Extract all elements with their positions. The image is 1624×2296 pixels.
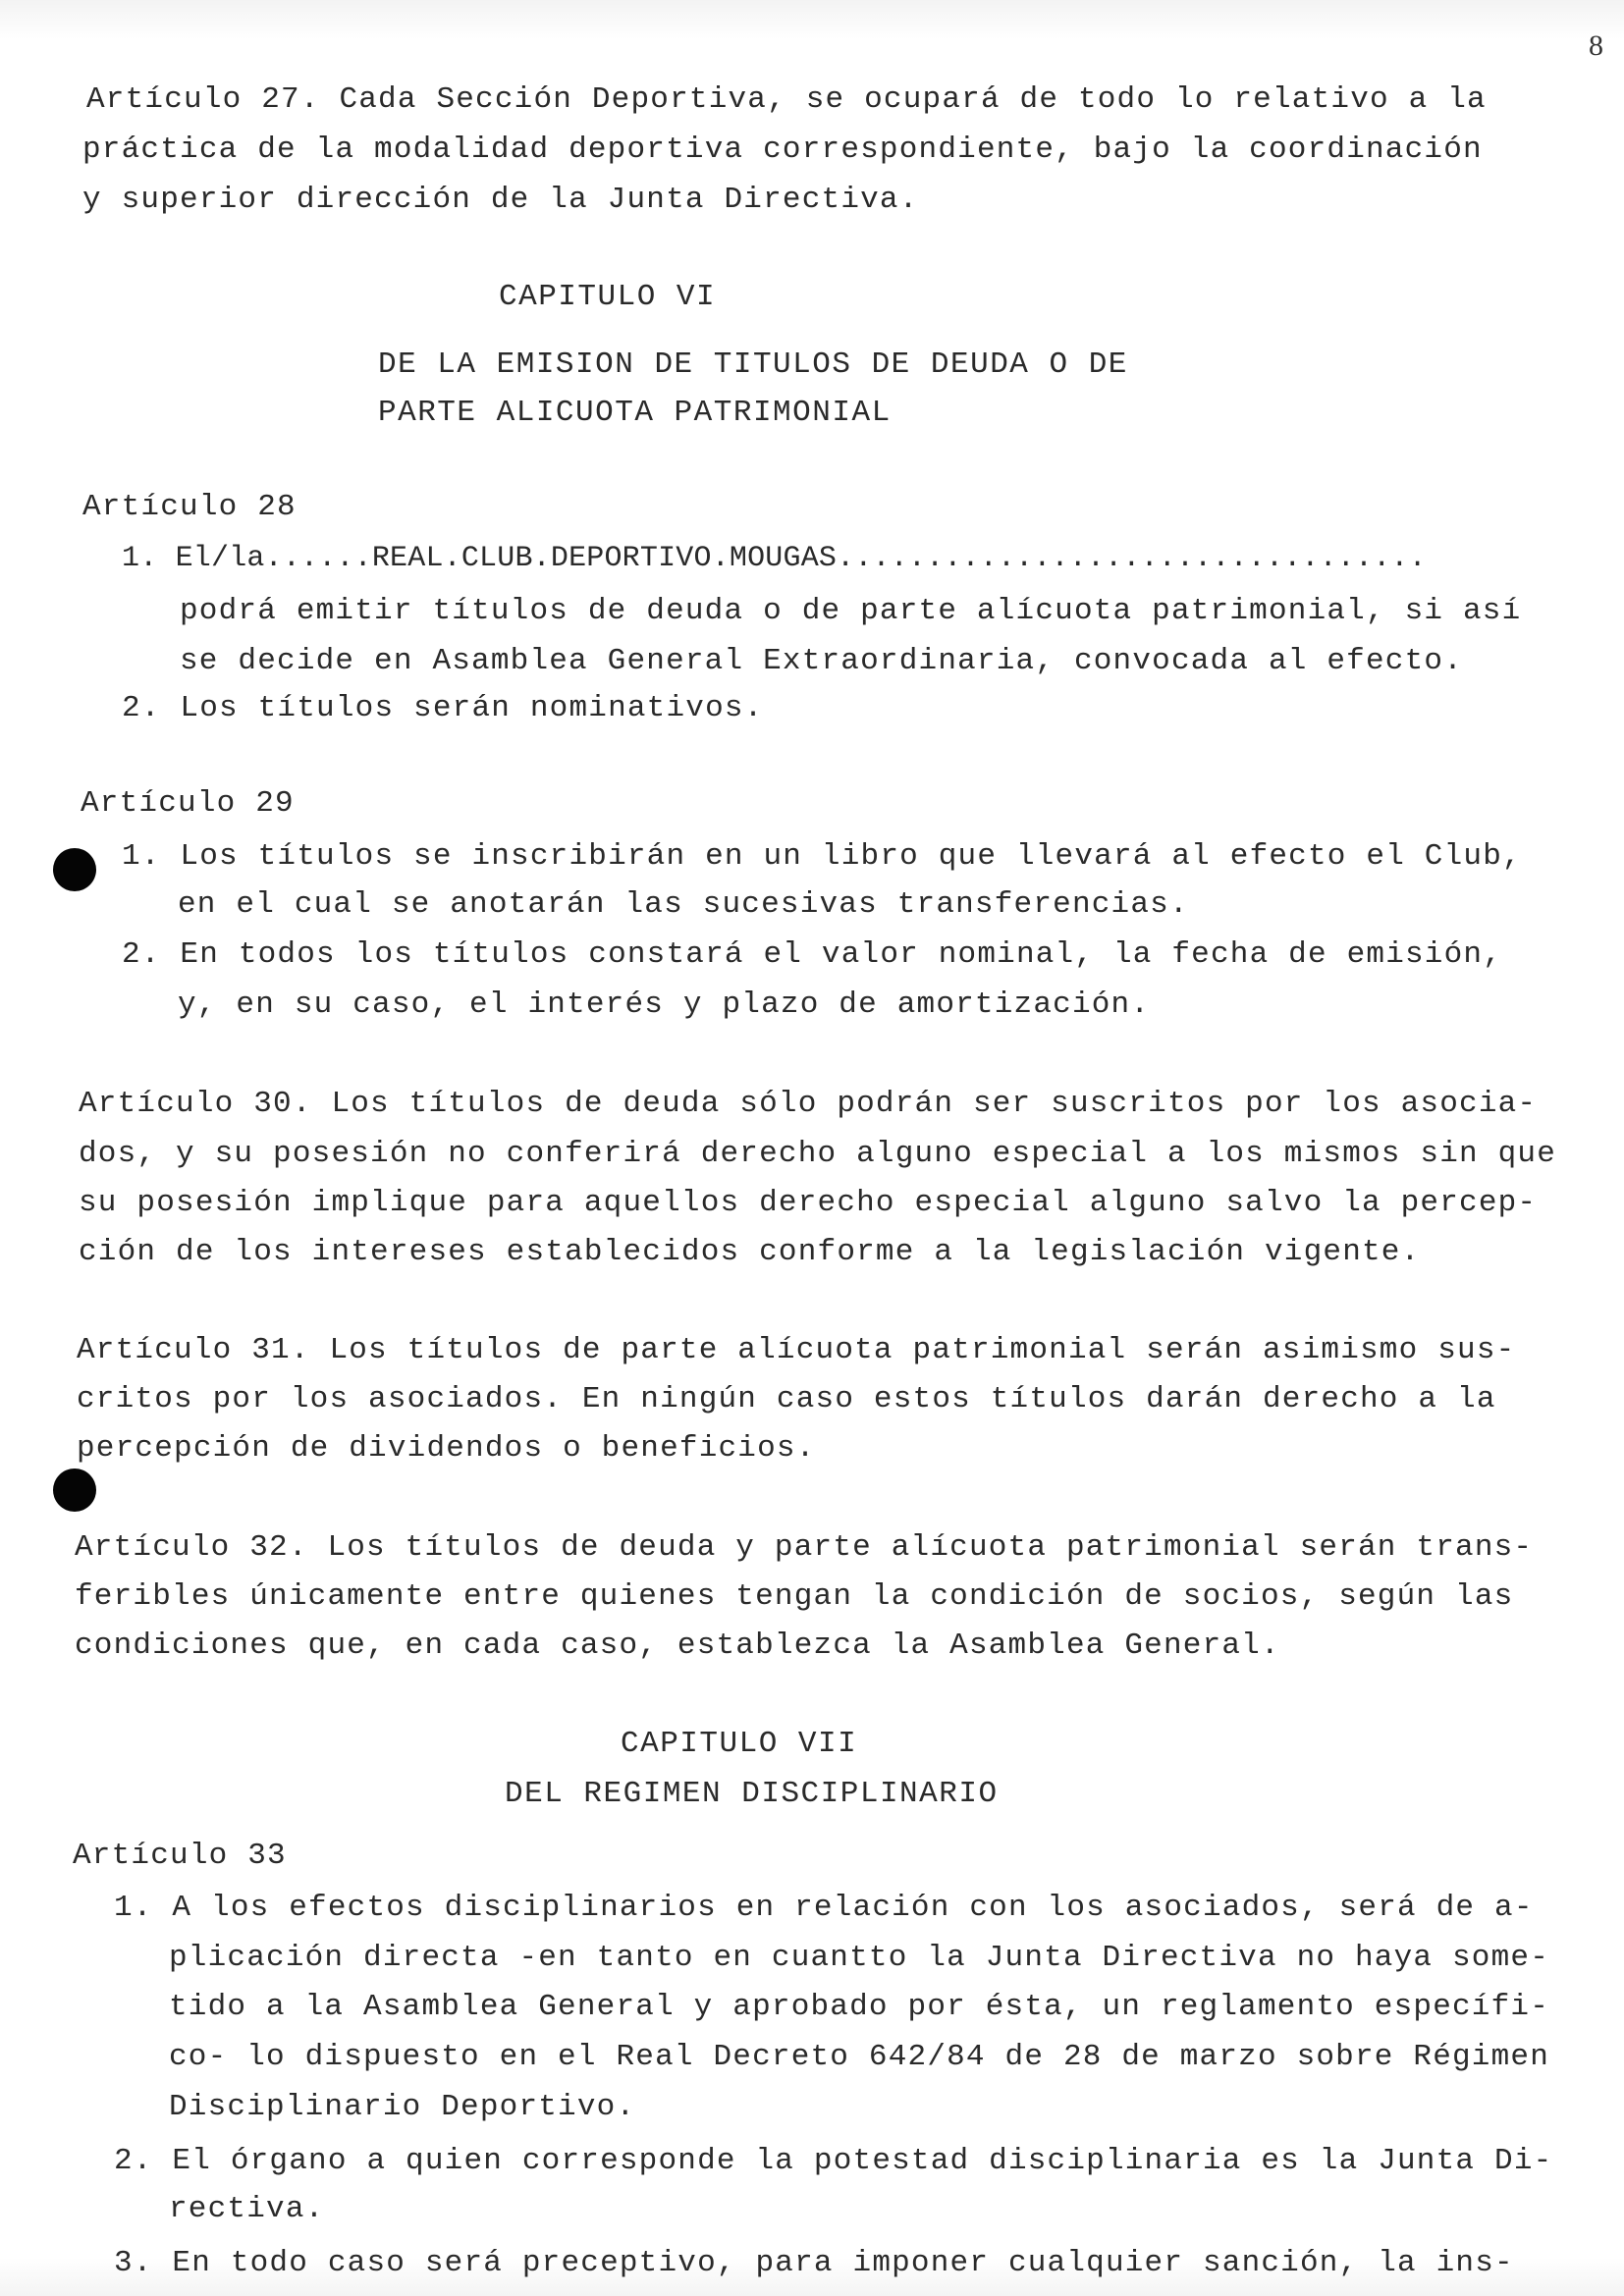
chapter-heading: CAPITULO VI [499, 280, 717, 314]
chapter-heading: CAPITULO VII [621, 1727, 858, 1761]
chapter-title: DEL REGIMEN DISCIPLINARIO [505, 1777, 999, 1811]
article-heading: Artículo 28 [82, 490, 297, 524]
punch-hole-bottom [53, 1468, 96, 1512]
article-32-line: Artículo 32. Los títulos de deuda y parte alícuota patrimonial serán trans- [75, 1530, 1534, 1565]
article-33-line: rectiva. [169, 2192, 325, 2226]
article-30-line: su posesión implique para aquellos derecho especial alguno salvo la percep- [79, 1186, 1538, 1220]
article-30-line: Artículo 30. Los títulos de deuda sólo podrán ser suscritos por los asocia- [79, 1087, 1538, 1121]
chapter-title: DE LA EMISION DE TITULOS DE DEUDA O DE [378, 347, 1128, 382]
article-31-line: Artículo 31. Los títulos de parte alícuota patrimonial serán asimismo sus- [77, 1333, 1516, 1367]
punch-hole-top [53, 848, 96, 891]
article-27-line: práctica de la modalidad deportiva correspondiente, bajo la coordinación [82, 133, 1483, 167]
article-27-line: y superior dirección de la Junta Directiva. [82, 183, 919, 217]
article-33-line: 1. A los efectos disciplinarios en relación con los asociados, será de a- [114, 1891, 1534, 1925]
page-number: 8 [1589, 29, 1603, 62]
article-31-line: critos por los asociados. En ningún caso estos títulos darán derecho a la [77, 1382, 1496, 1416]
article-33-line: 2. El órgano a quien corresponde la potestad disciplinaria es la Junta Di- [114, 2144, 1553, 2178]
article-heading: Artículo 29 [81, 786, 295, 821]
article-28-line: se decide en Asamblea General Extraordinaria, convocada al efecto. [180, 644, 1463, 678]
article-30-line: dos, y su posesión no conferirá derecho alguno especial a los mismos sin que [79, 1137, 1557, 1171]
article-29-line: en el cual se anotarán las sucesivas transferencias. [178, 887, 1189, 922]
article-33-line: Disciplinario Deportivo. [169, 2090, 636, 2124]
article-29-line: y, en su caso, el interés y plazo de amortización. [178, 988, 1151, 1022]
article-33-line: plicación directa -en tanto en cuantto la Junta Directiva no haya some- [169, 1941, 1550, 1975]
article-33-line: tido a la Asamblea General y aprobado por ésta, un reglamento específi- [169, 1990, 1550, 2024]
article-29-line: 1. Los títulos se inscribirán en un libro que llevará al efecto el Club, [122, 839, 1522, 874]
article-33-line: 3. En todo caso será preceptivo, para imponer cualquier sanción, la ins- [114, 2246, 1514, 2280]
article-30-line: ción de los intereses establecidos conforme a la legislación vigente. [79, 1235, 1421, 1269]
article-28-line: 2. Los títulos serán nominativos. [122, 691, 764, 725]
article-32-line: condiciones que, en cada caso, establezca la Asamblea General. [75, 1629, 1280, 1663]
chapter-title: PARTE ALICUOTA PATRIMONIAL [378, 396, 892, 430]
article-29-line: 2. En todos los títulos constará el valor nominal, la fecha de emisión, [122, 937, 1503, 972]
article-32-line: feribles únicamente entre quienes tengan la condición de socios, según las [75, 1579, 1514, 1614]
article-33-line: co- lo dispuesto en el Real Decreto 642/84 de 28 de marzo sobre Régimen [169, 2040, 1550, 2074]
article-28-line: 1. El/la......REAL.CLUB.DEPORTIVO.MOUGAS................................. [122, 542, 1427, 575]
article-28-line: podrá emitir títulos de deuda o de parte alícuota patrimonial, si así [180, 594, 1522, 628]
article-27-line: Artículo 27. Cada Sección Deportiva, se ocupará de todo lo relativo a la [86, 82, 1487, 117]
article-heading: Artículo 33 [73, 1839, 287, 1873]
article-31-line: percepción de dividendos o beneficios. [77, 1431, 816, 1466]
